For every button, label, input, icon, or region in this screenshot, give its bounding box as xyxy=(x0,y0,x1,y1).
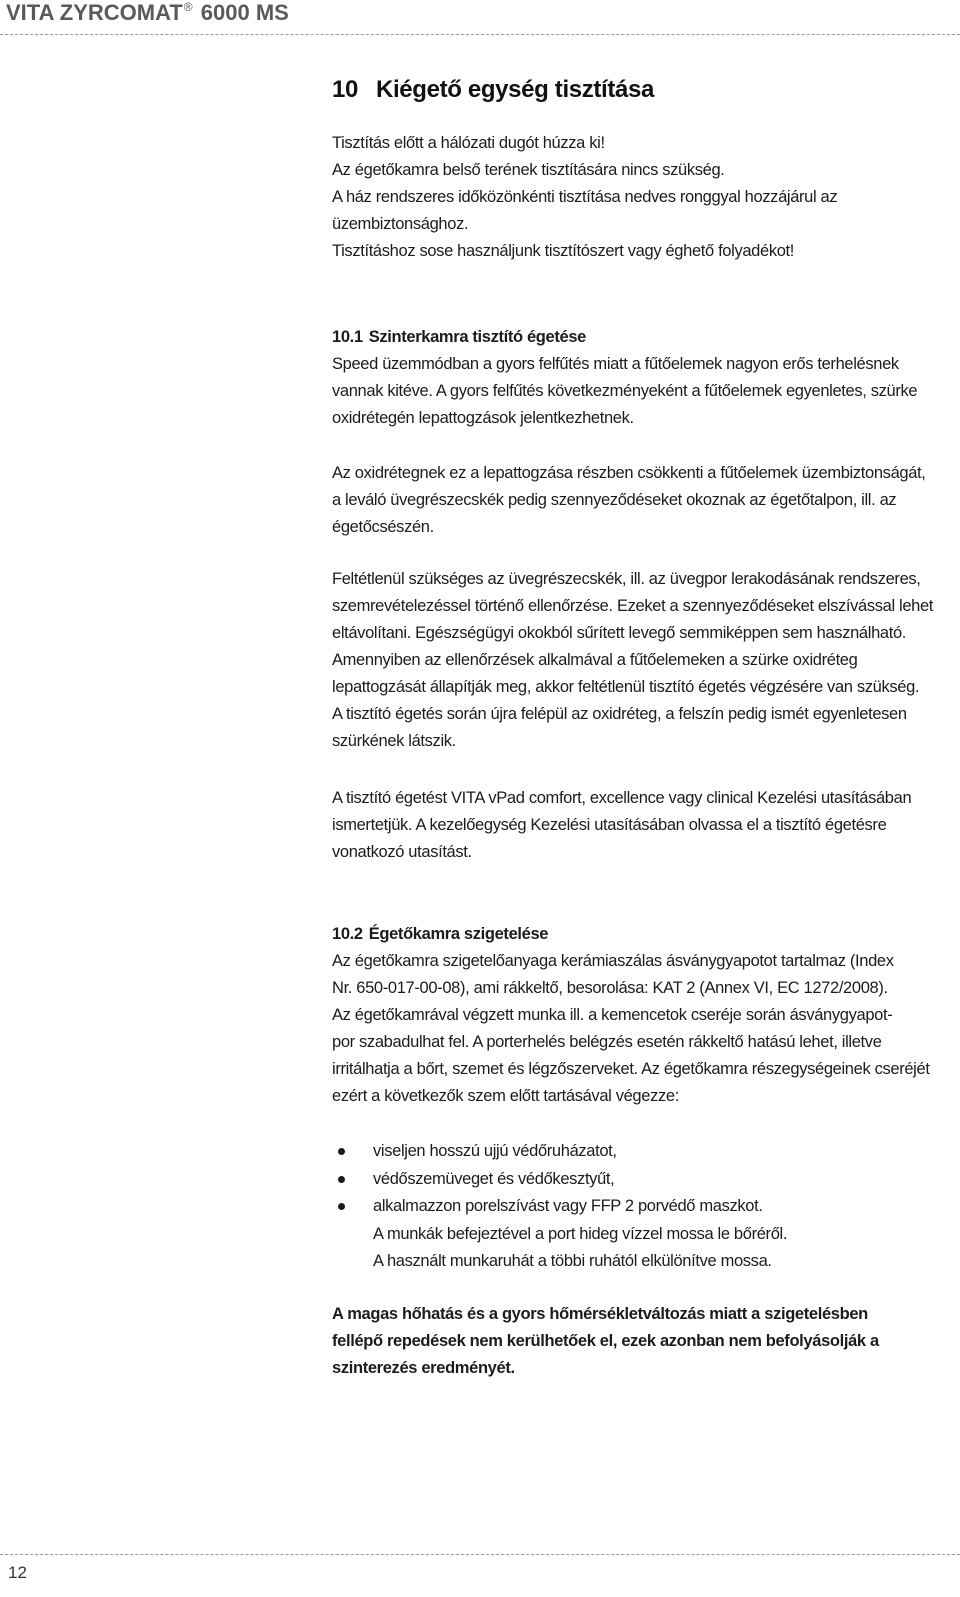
warning-line: A magas hőhatás és a gyors hőmérsékletváltozás miatt a szigetelésben xyxy=(332,1305,868,1323)
section-10-1 xyxy=(332,324,952,432)
text-line: Tisztítás előtt a hálózati dugót húzza ki! xyxy=(332,134,605,152)
section-10-1-paragraph-4 xyxy=(332,785,952,866)
section-10-2 xyxy=(332,921,952,1110)
section-title: Kiégető egység tisztítása xyxy=(376,76,655,103)
text-line: üzembiztonsághoz. xyxy=(332,215,469,233)
header-divider xyxy=(0,34,960,35)
list-item-text: alkalmazzon porelszívást vagy FFP 2 porvédő maszkot. xyxy=(373,1197,763,1215)
list-continuation-text: A használt munkaruhát a többi ruhától elkülönítve mossa. xyxy=(373,1252,772,1270)
protective-measures-list xyxy=(332,1138,952,1276)
section-number: 10.2 xyxy=(332,925,363,943)
text-line: lepattogzását állapítják meg, akkor feltétlenül tisztító égetés végzésére van szükség. xyxy=(332,678,920,696)
text-line: Speed üzemmódban a gyors felfűtés miatt a fűtőelemek nagyon erős terhelésnek xyxy=(332,355,899,373)
bullet-icon xyxy=(338,1203,345,1210)
text-line: Amennyiben az ellenőrzések alkalmával a fűtőelemeken a szürke oxidréteg xyxy=(332,651,858,669)
text-line: ezért a következők szem előtt tartásával végezze: xyxy=(332,1087,679,1105)
footer-divider xyxy=(0,1554,960,1555)
section-number: 10 xyxy=(332,76,358,103)
text-line: Tisztításhoz sose használjunk tisztítószert vagy éghető folyadékot! xyxy=(332,242,795,260)
page-number: 12 xyxy=(8,1563,27,1582)
text-line: ismertetjük. A kezelőegység Kezelési utasításában olvassa el a tisztító égetésre xyxy=(332,816,887,834)
text-line: eltávolítani. Egészségügyi okokból sűrített levegő semmiképpen sem használható. xyxy=(332,624,907,642)
list-item xyxy=(332,1193,952,1221)
section-10-1-paragraph-3 xyxy=(332,566,952,755)
section-title: Égetőkamra szigetelése xyxy=(368,925,549,943)
section-title: Szinterkamra tisztító égetése xyxy=(368,328,586,346)
text-line: Az oxidrétegnek ez a lepattogzása részben csökkenti a fűtőelemek üzembiztonságát, xyxy=(332,464,926,482)
text-line: Az égetőkamra szigetelőanyaga kerámiaszálas ásványgyapotot tartalmaz (Index xyxy=(332,952,894,970)
list-item-text: védőszemüveget és védőkesztyűt, xyxy=(373,1169,615,1188)
text-line: Feltétlenül szükséges az üvegrészecskék, ill. az üvegpor lerakodásának rendszeres, xyxy=(332,570,921,588)
text-line: irritálhatja a bőrt, szemet és légzőszerveket. Az égetőkamra részegységeinek cseréjét xyxy=(332,1060,930,1078)
text-line: Az égetőkamrával végzett munka ill. a kemencetok cseréje során ásványgyapot- xyxy=(332,1006,893,1024)
text-line: Az égetőkamra belső terének tisztítására nincs szükség. xyxy=(332,161,725,179)
text-line: égetőcsészén. xyxy=(332,518,434,536)
text-line: A tisztító égetést VITA vPad comfort, excellence vagy clinical Kezelési utasításában xyxy=(332,789,912,807)
list-continuation xyxy=(332,1221,952,1249)
text-line: a leváló üvegrészecskék pedig szennyeződéseket okoznak az égetőtalpon, ill. az xyxy=(332,491,897,509)
text-line: vannak kitéve. A gyors felfűtés következményeként a fűtőelemek egyenletes, szürke xyxy=(332,382,918,400)
product-model: 6000 MS xyxy=(200,0,289,25)
section-10-intro xyxy=(332,130,952,265)
list-item xyxy=(332,1138,952,1166)
text-line: vonatkozó utasítást. xyxy=(332,843,472,861)
bullet-icon xyxy=(338,1148,345,1155)
registered-mark: ® xyxy=(183,0,193,14)
warning-line: fellépő repedések nem kerülhetőek el, ezek azonban nem befolyásolják a xyxy=(332,1332,879,1350)
list-item xyxy=(332,1166,952,1194)
text-line: A tisztító égetés során újra felépül az oxidréteg, a felszín pedig ismét egyenletesen xyxy=(332,705,907,723)
page-header xyxy=(0,0,960,26)
text-line: szürkének látszik. xyxy=(332,732,456,750)
text-line: por szabadulhat fel. A porterhelés belégzés esetén rákkeltő hatású lehet, illetve xyxy=(332,1033,882,1051)
section-10-2-heading xyxy=(332,921,952,948)
section-10-heading xyxy=(332,76,654,104)
text-line: A ház rendszeres időközönkénti tisztítása nedves ronggyal hozzájárul az xyxy=(332,188,838,206)
product-name: VITA ZYRCOMAT xyxy=(6,0,183,25)
bullet-icon xyxy=(338,1176,345,1183)
header-title xyxy=(6,0,289,26)
section-10-1-heading xyxy=(332,324,952,351)
text-line: szemrevételezéssel történő ellenőrzése. Ezeket a szennyeződéseket elszívással lehet xyxy=(332,597,934,615)
list-item-text: viseljen hosszú ujjú védőruházatot, xyxy=(373,1142,617,1160)
list-continuation xyxy=(332,1248,952,1276)
warning-line: szinterezés eredményét. xyxy=(332,1359,515,1377)
section-number: 10.1 xyxy=(332,328,363,346)
warning-note xyxy=(332,1301,952,1382)
section-10-1-paragraph-2 xyxy=(332,460,952,541)
text-line: Nr. 650-017-00-08), ami rákkeltő, besorolása: KAT 2 (Annex VI, EC 1272/2008). xyxy=(332,979,888,997)
list-continuation-text: A munkák befejeztével a port hideg vízzel mossa le bőréről. xyxy=(373,1224,788,1243)
text-line: oxidrétegén lepattogzások jelentkezhetnek. xyxy=(332,409,634,427)
